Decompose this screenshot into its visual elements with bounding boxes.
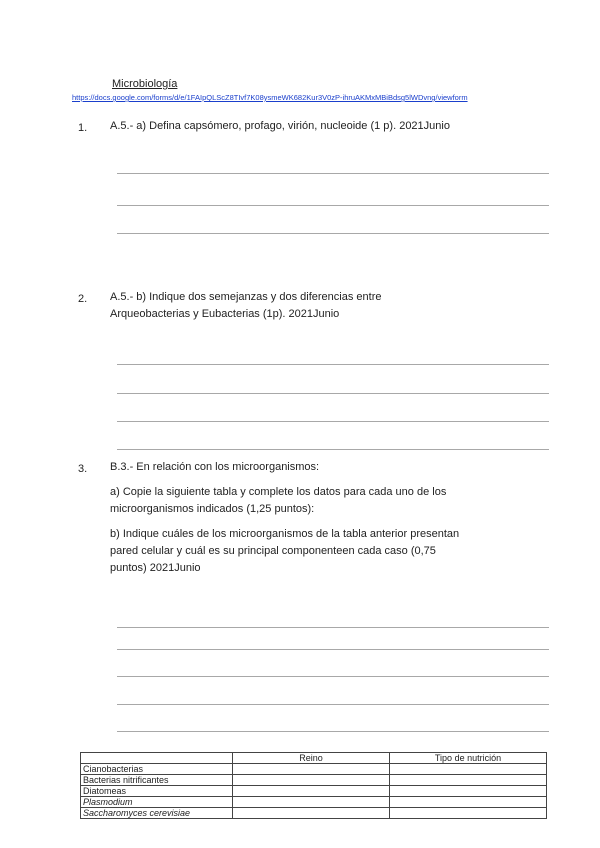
answer-line xyxy=(117,205,549,206)
form-link[interactable]: https://docs.google.com/forms/d/e/1FAIpQLScZ8TIvf7K08ysmeWK682Kur3V0zP-ihruAKMxMBiBdsg5lWDvng/viewform xyxy=(72,93,468,102)
question-2-number: 2. xyxy=(78,293,88,305)
organism-name: Diatomeas xyxy=(81,786,233,797)
question-3-line: b) Indique cuáles de los microorganismos de la tabla anterior presentan xyxy=(110,528,460,540)
question-1-text xyxy=(110,118,550,135)
table-cell[interactable] xyxy=(390,786,547,797)
table-row xyxy=(81,786,547,797)
table-cell[interactable] xyxy=(390,797,547,808)
answer-line xyxy=(117,393,549,394)
table-cell[interactable] xyxy=(233,764,390,775)
organism-name: Saccharomyces cerevisiae xyxy=(81,808,233,819)
organism-name: Cianobacterias xyxy=(81,764,233,775)
table-row xyxy=(81,797,547,808)
table-cell[interactable] xyxy=(233,808,390,819)
table-cell[interactable] xyxy=(390,808,547,819)
table-cell[interactable] xyxy=(233,786,390,797)
table-cell[interactable] xyxy=(390,775,547,786)
answer-line xyxy=(117,649,549,650)
question-1-number: 1. xyxy=(78,122,88,134)
question-3-line: a) Copie la siguiente tabla y complete los datos para cada uno de los xyxy=(110,486,447,498)
answer-line xyxy=(117,676,549,677)
question-2-line: Arqueobacterias y Eubacterias (1p). 2021Junio xyxy=(110,308,340,320)
table-header-cell xyxy=(81,753,233,764)
table-row xyxy=(81,808,547,819)
question-2-line: A.5.- b) Indique dos semejanzas y dos diferencias entre xyxy=(110,291,382,303)
question-3-line: B.3.- En relación con los microorganismos: xyxy=(110,461,320,473)
table-cell[interactable] xyxy=(390,764,547,775)
table-header-cell: Reino xyxy=(233,753,390,764)
table-header-cell: Tipo de nutrición xyxy=(390,753,547,764)
table-cell[interactable] xyxy=(233,775,390,786)
question-3-line: microorganismos indicados (1,25 puntos): xyxy=(110,503,315,515)
answer-line xyxy=(117,704,549,705)
answer-line xyxy=(117,364,549,365)
question-3-line: puntos) 2021Junio xyxy=(110,562,201,574)
question-2-text xyxy=(110,289,550,323)
organism-name: Bacterias nitrificantes xyxy=(81,775,233,786)
page-title: Microbiología xyxy=(112,78,178,90)
question-3-number: 3. xyxy=(78,463,88,475)
answer-line xyxy=(117,627,549,628)
question-3-text xyxy=(110,459,550,577)
answer-line xyxy=(117,173,549,174)
table-cell[interactable] xyxy=(233,797,390,808)
question-1-line: A.5.- a) Defina capsómero, profago, virión, nucleoide (1 p). 2021Junio xyxy=(110,120,450,132)
organism-name: Plasmodium xyxy=(81,797,233,808)
answer-line xyxy=(117,421,549,422)
table-header-row xyxy=(81,753,547,764)
table-row xyxy=(81,764,547,775)
question-3-line: pared celular y cuál es su principal componenteen cada caso (0,75 xyxy=(110,545,436,557)
answer-line xyxy=(117,449,549,450)
answer-line xyxy=(117,233,549,234)
microorganisms-table xyxy=(80,752,547,819)
table-row xyxy=(81,775,547,786)
answer-line xyxy=(117,731,549,732)
